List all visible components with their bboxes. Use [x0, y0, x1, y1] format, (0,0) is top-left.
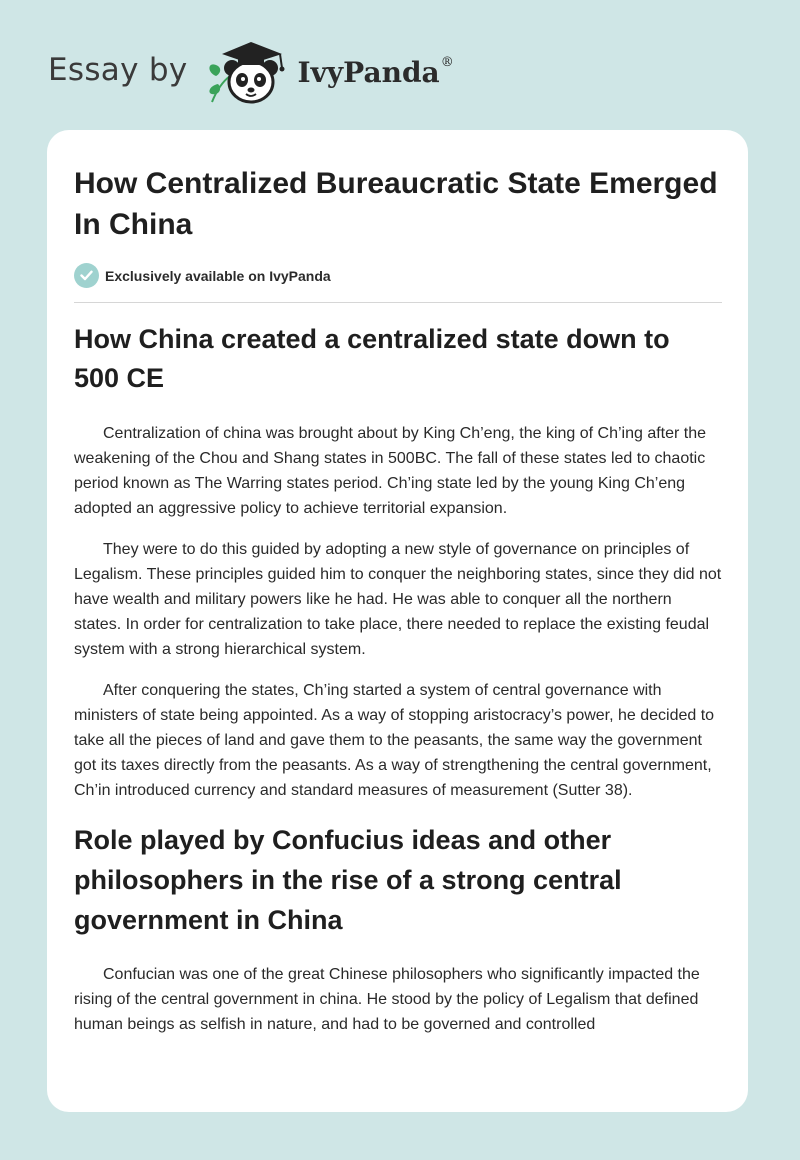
essay-card [47, 130, 748, 1112]
check-circle-icon [74, 263, 99, 288]
paragraph: Confucian was one of the great Chinese philosophers who significantly impacted the rising of the central government in china. He stood by the policy of Legalism that defined human beings as selfish in nature, and had to be governed and controlled [74, 966, 700, 1033]
paragraph: Centralization of china was brought about by King Ch’eng, the king of Ch’ing after the weakening of the Chou and Shang states in 500BC. The fall of these states led to chaotic period known as The Warring states period. Ch’ing state led by the young King Ch’eng adopted an aggressive policy to achieve territorial expansion. [74, 425, 707, 517]
page-title: How Centralized Bureaucratic State Emerged In China [74, 167, 718, 241]
panda-graduate-logo-icon [202, 32, 294, 108]
section-heading: How China created a centralized state down to 500 CE [74, 324, 670, 393]
ivypanda-wordmark[interactable]: IvyPanda® [297, 55, 454, 89]
exclusive-badge [74, 263, 331, 288]
exclusive-badge-label: Exclusively available on IvyPanda [105, 267, 331, 284]
article-body [74, 320, 722, 1037]
essay-by-label: Essay by [48, 52, 188, 88]
paragraph: They were to do this guided by adopting a new style of governance on principles of Legalism. These principles guided him to conquer the neighboring states, since they did not have wealth and military powers like he had. He was able to conquer all the northern states. In order for centralization to take place, there needed to replace the existing feudal system with a strong hierarchical system. [74, 541, 722, 658]
brand-header [48, 30, 528, 110]
divider [74, 302, 722, 303]
paragraph: After conquering the states, Ch’ing started a system of central governance with ministers of state being appointed. As a way of stopping aristocracy’s power, he decided to take all the pieces of land and gave them to the peasants, the same way the government got its taxes directly from the peasants. As a way of strengthening the central government, Ch’in introduced currency and standard measures of measurement (Sutter 38). [74, 682, 715, 799]
section-heading: Role played by Confucius ideas and other philosophers in the rise of a strong central government in China [74, 825, 622, 935]
